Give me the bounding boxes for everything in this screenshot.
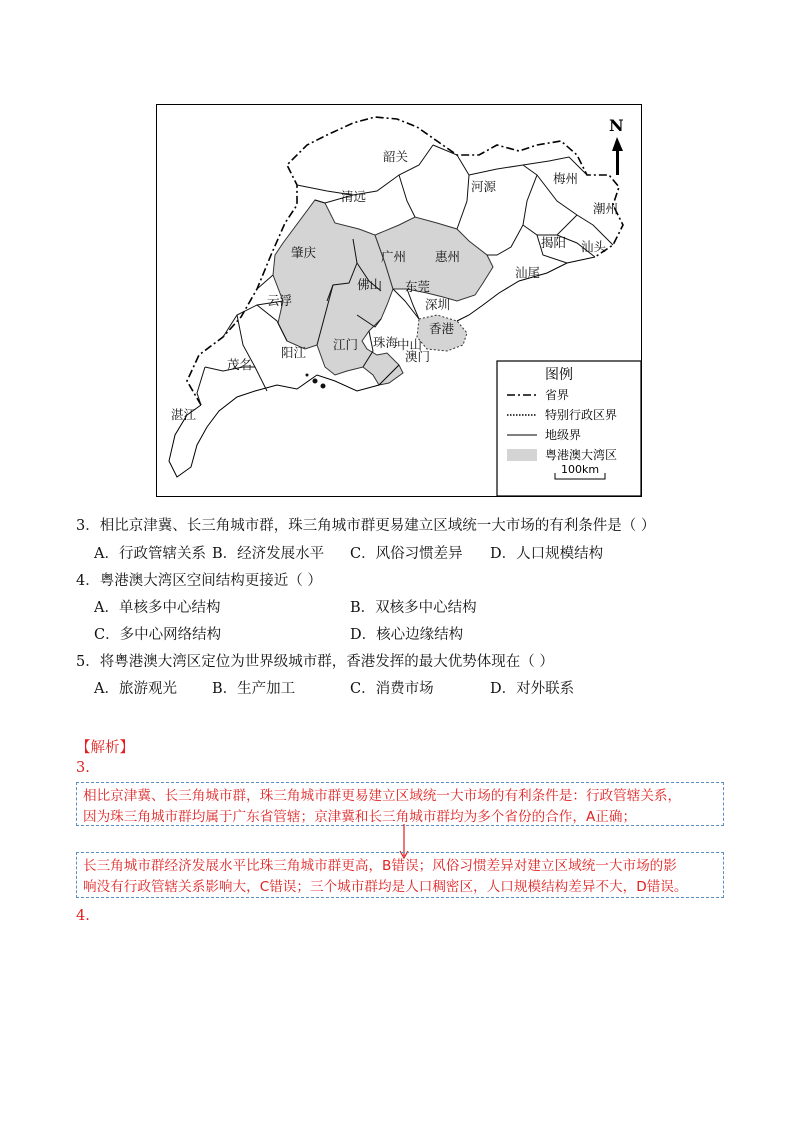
city-shenzhen: 深圳 [425, 297, 451, 312]
city-zhaoqing: 肇庆 [291, 245, 317, 260]
city-huizhou: 惠州 [435, 249, 461, 264]
city-aomen: 澳门 [405, 349, 431, 364]
city-meizhou: 梅州 [553, 171, 579, 186]
city-xianggang: 香港 [429, 321, 455, 336]
city-yangjiang: 阳江 [281, 345, 307, 360]
city-qingyuan: 清远 [341, 189, 367, 204]
question-3-stem: 3．相比京津冀、长三角城市群，珠三角城市群更易建立区域统一大市场的有利条件是（ ） [76, 518, 656, 534]
analysis-box-1-line-2: 因为珠三角城市群均属于广东省管辖；京津冀和长三角城市群均为多个省份的合作，A正确； [83, 809, 637, 825]
analysis-box-1-line-1: 相比京津冀、长三角城市群，珠三角城市群更易建立区域统一大市场的有利条件是：行政管辖关系， [83, 788, 682, 804]
city-dongguan: 东莞 [405, 279, 431, 294]
north-arrow [609, 116, 624, 175]
svg-text:N: N [609, 116, 624, 135]
city-yunfu: 云浮 [267, 293, 293, 308]
analysis-box-2 [76, 852, 724, 898]
question-5-option-a: A．旅游观光 [94, 681, 177, 697]
city-zhongshan: 中山 [397, 337, 423, 352]
question-5-stem: 5．将粤港澳大湾区定位为世界级城市群，香港发挥的最大优势体现在（ ） [76, 654, 554, 670]
city-guangzhou: 广州 [381, 249, 407, 264]
question-4-option-b: B．双核多中心结构 [350, 600, 477, 616]
question-4-option-d: D．核心边缘结构 [350, 627, 464, 643]
legend-title: 图例 [545, 367, 573, 383]
legend-prefecture: 地级界 [545, 428, 582, 442]
city-chaozhou: 潮州 [593, 201, 619, 216]
legend-provincial: 省界 [545, 388, 570, 402]
question-5-option-b: B．生产加工 [212, 681, 296, 697]
question-3-option-a: A．行政管辖关系 [94, 546, 206, 562]
question-5-option-d: D．对外联系 [490, 681, 575, 697]
guangdong-map [156, 104, 642, 497]
analysis-number-3: 3. [76, 760, 90, 776]
city-jieyang: 揭阳 [541, 235, 567, 250]
question-3-option-b: B．经济发展水平 [212, 546, 325, 562]
question-4-stem: 4．粤港澳大湾区空间结构更接近（ ） [76, 573, 322, 589]
city-zhanjiang: 湛江 [171, 407, 197, 422]
city-zhuhai: 珠海 [373, 335, 399, 350]
city-maoming: 茂名 [227, 357, 253, 372]
analysis-title: 【解析】 [76, 740, 134, 756]
city-shantou: 汕头 [581, 239, 607, 254]
city-foshan: 佛山 [357, 277, 383, 292]
question-4-option-a: A．单核多中心结构 [94, 600, 221, 616]
question-3-option-c: C．风俗习惯差异 [350, 546, 463, 562]
legend-scale: 100km [561, 463, 600, 476]
map-drawing [157, 105, 641, 496]
analysis-number-4: 4. [76, 908, 90, 924]
question-3-option-d: D．人口规模结构 [490, 546, 604, 562]
analysis-box-1 [76, 782, 724, 826]
legend-special: 特别行政区界 [545, 408, 618, 422]
city-heyuan: 河源 [471, 179, 497, 194]
question-4-option-c: C．多中心网络结构 [94, 627, 222, 643]
map-legend [497, 361, 641, 496]
analysis-box-2-line-1: 长三角城市群经济发展水平比珠三角城市群更高，B错误；风俗习惯差异对建立区域统一大市场的影 [83, 858, 677, 874]
city-jiangmen: 江门 [333, 337, 359, 352]
city-shanwei: 汕尾 [515, 265, 541, 280]
question-5-option-c: C．消费市场 [350, 681, 434, 697]
analysis-box-2-line-2: 响没有行政管辖关系影响大，C错误；三个城市群均是人口稠密区，人口规模结构差异不大，D错误。 [83, 879, 688, 895]
city-shaoguan: 韶关 [383, 149, 409, 164]
legend-bay-area: 粤港澳大湾区 [545, 448, 618, 462]
